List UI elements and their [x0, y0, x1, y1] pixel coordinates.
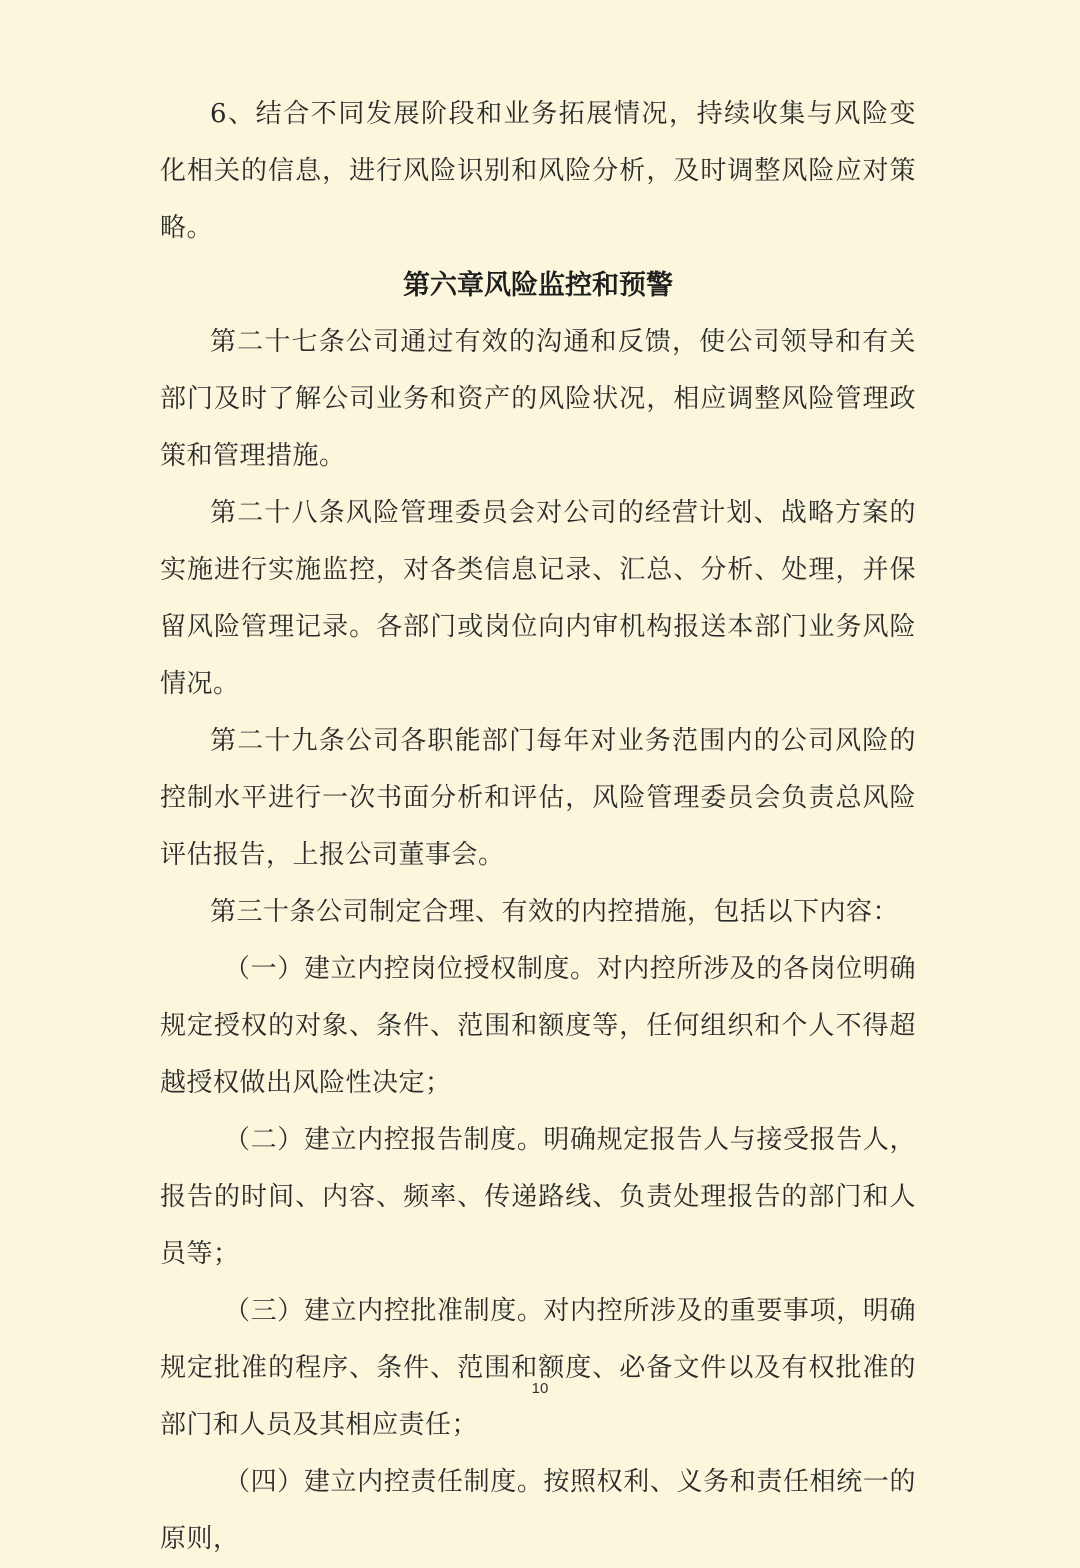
article-28: 第二十八条风险管理委员会对公司的经营计划、战略方案的实施进行实施监控，对各类信息记录、汇总、分析、处理，并保留风险管理记录。各部门或岗位向内审机构报送本部门业务风险情况。	[160, 498, 916, 699]
sub-item-3: （三）建立内控批准制度。对内控所涉及的重要事项，明确规定批准的程序、条件、范围和额度、必备文件以及有权批准的部门和人员及其相应责任；	[160, 1296, 916, 1440]
sub-item-4: （四）建立内控责任制度。按照权利、义务和责任相统一的原则，	[160, 1467, 916, 1554]
page-number: 10	[531, 1380, 549, 1397]
paragraph-item-6: 6、结合不同发展阶段和业务拓展情况，持续收集与风险变化相关的信息，进行风险识别和风险分析，及时调整风险应对策略。	[160, 99, 916, 243]
sub-item-2: （二）建立内控报告制度。明确规定报告人与接受报告人，报告的时间、内容、频率、传递路线、负责处理报告的部门和人员等；	[160, 1125, 916, 1269]
document-body	[160, 86, 916, 1568]
article-30: 第三十条公司制定合理、有效的内控措施，包括以下内容：	[210, 897, 900, 927]
article-27: 第二十七条公司通过有效的沟通和反馈，使公司领导和有关部门及时了解公司业务和资产的风险状况，相应调整风险管理政策和管理措施。	[160, 327, 916, 471]
article-29: 第二十九条公司各职能部门每年对业务范围内的公司风险的控制水平进行一次书面分析和评估，风险管理委员会负责总风险评估报告，上报公司董事会。	[160, 726, 916, 870]
sub-item-1: （一）建立内控岗位授权制度。对内控所涉及的各岗位明确规定授权的对象、条件、范围和额度等，任何组织和个人不得超越授权做出风险性决定；	[160, 954, 916, 1098]
chapter-title: 第六章风险监控和预警	[403, 270, 673, 301]
